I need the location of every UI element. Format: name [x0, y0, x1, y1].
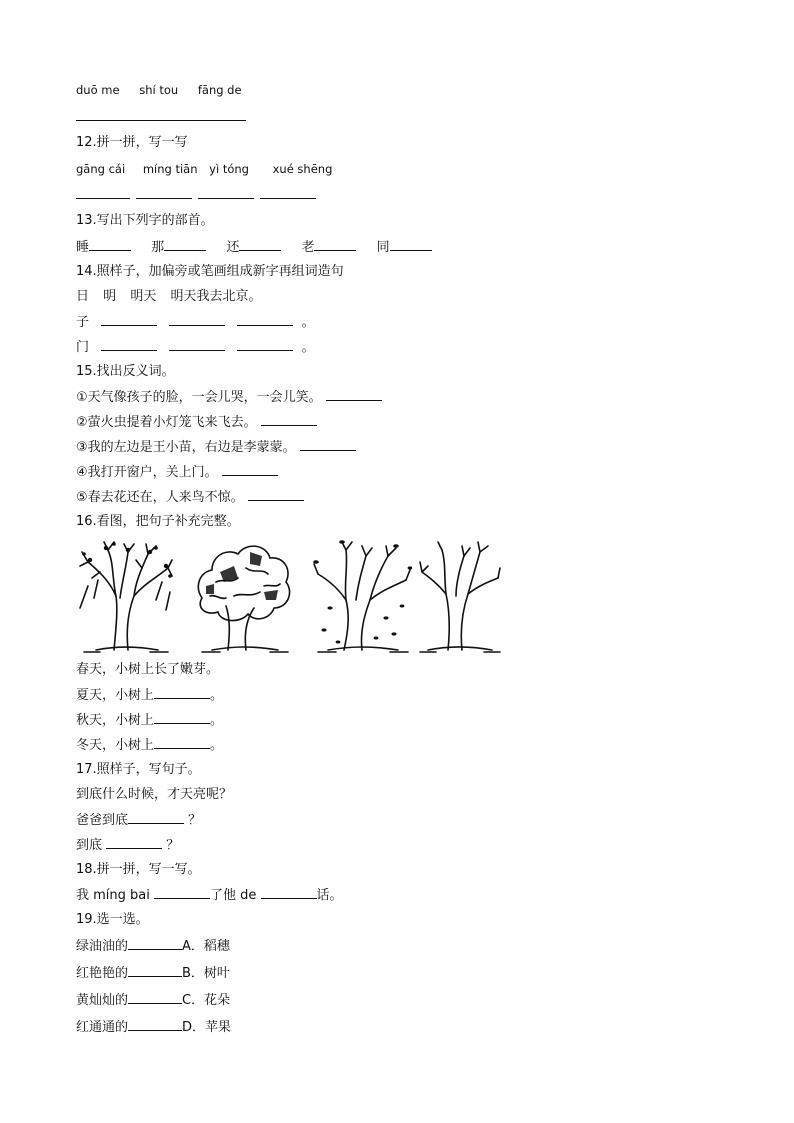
pinyin-xuesheng: xué shēng	[272, 162, 333, 176]
right-option: B．树叶	[182, 966, 230, 981]
q11-answer-blanks[interactable]	[76, 108, 246, 127]
example-new-char: 明	[103, 289, 117, 304]
q15-item-5	[76, 488, 304, 507]
pinyin-duome: duō me	[76, 83, 120, 97]
q15-item-2	[76, 413, 317, 432]
answer-blank[interactable]	[248, 488, 304, 501]
q17-example: 到底什么时候，才天亮呢？	[76, 787, 233, 802]
answer-blank[interactable]	[237, 338, 293, 351]
answer-blank[interactable]	[164, 238, 206, 251]
answer-blank[interactable]	[128, 991, 182, 1004]
q14-title: 14.照样子，加偏旁或笔画组成新字再组词造句	[76, 264, 344, 279]
q14-row-zi	[76, 313, 315, 332]
q16-summer	[76, 686, 223, 705]
answer-blank[interactable]	[190, 108, 246, 121]
char-shui: 睡	[76, 240, 90, 255]
summer-tree	[194, 538, 294, 654]
answer-blank[interactable]	[106, 836, 162, 849]
q12-pinyin-row	[76, 160, 332, 178]
q15-item-4	[76, 463, 278, 482]
q19-row-3	[76, 991, 230, 1010]
spring-tree	[76, 538, 174, 654]
answer-blank[interactable]	[101, 313, 157, 326]
pinyin-mingtian: míng tiān	[142, 162, 198, 176]
q12-answer-blanks[interactable]	[76, 186, 316, 205]
q16-autumn	[76, 711, 223, 730]
row-char: 门	[76, 340, 90, 355]
answer-blank[interactable]	[237, 313, 293, 326]
q15-item-3	[76, 438, 356, 457]
answer-blank[interactable]	[300, 438, 356, 451]
question-mark: ？	[166, 838, 180, 853]
answer-blank[interactable]	[260, 186, 316, 199]
answer-blank[interactable]	[132, 108, 190, 121]
left-option: 黄灿灿的	[76, 993, 129, 1008]
q19-row-1	[76, 937, 230, 956]
answer-blank[interactable]	[76, 186, 130, 199]
answer-blank[interactable]	[89, 238, 131, 251]
winter-label: 冬天，小树上	[76, 738, 155, 753]
pinyin-yitong: yì tóng	[209, 162, 249, 176]
answer-blank[interactable]	[154, 736, 210, 749]
item-text: ①天气像孩子的脸，一会儿哭，一会儿笑。	[76, 390, 322, 405]
q19-row-4	[76, 1018, 231, 1037]
answer-blank[interactable]	[390, 238, 432, 251]
answer-blank[interactable]	[261, 886, 317, 899]
q12-title: 12.拼一拼，写一写	[76, 135, 188, 150]
winter-tree	[418, 538, 502, 654]
answer-blank[interactable]	[198, 186, 254, 199]
item-text: ⑤春去花还在，人来鸟不惊。	[76, 490, 244, 505]
right-option: A．稻穗	[182, 939, 230, 954]
item-text: ②萤火虫提着小灯笼飞来飞去。	[76, 415, 257, 430]
right-option: C．花朵	[182, 993, 231, 1008]
right-option: D．苹果	[182, 1020, 232, 1035]
left-option: 绿油油的	[76, 939, 129, 954]
answer-blank[interactable]	[76, 108, 132, 121]
q17-line1	[76, 811, 201, 830]
answer-blank[interactable]	[261, 413, 317, 426]
q15-title: 15.找出反义词。	[76, 364, 175, 379]
answer-blank[interactable]	[128, 937, 182, 950]
q14-example	[76, 288, 261, 306]
answer-blank[interactable]	[222, 463, 278, 476]
answer-blank[interactable]	[128, 1018, 182, 1031]
q14-row-men	[76, 338, 315, 357]
example-sentence: 明天我去北京。	[170, 289, 262, 304]
pinyin-shitou: shí tou	[139, 83, 179, 97]
row-char: 子	[76, 315, 90, 330]
example-char: 日	[76, 289, 90, 304]
answer-blank[interactable]	[169, 338, 225, 351]
pinyin-fangde: fāng de	[197, 83, 242, 97]
q18-line	[76, 886, 343, 905]
answer-blank[interactable]	[128, 811, 184, 824]
answer-blank[interactable]	[154, 886, 210, 899]
answer-blank[interactable]	[326, 388, 382, 401]
q13-row	[76, 238, 432, 257]
char-na: 那	[151, 240, 165, 255]
line-prefix: 到底	[76, 838, 103, 853]
period: 。	[210, 713, 224, 728]
item-text: ③我的左边是王小苗，右边是李蒙蒙。	[76, 440, 296, 455]
period: 。	[210, 738, 224, 753]
example-word: 明天	[130, 289, 157, 304]
q18-title: 18.拼一拼，写一写。	[76, 862, 201, 877]
answer-blank[interactable]	[314, 238, 356, 251]
q16-title: 16.看图，把句子补充完整。	[76, 514, 240, 529]
question-mark: ？	[188, 813, 202, 828]
pinyin-gangcai: gāng cái	[76, 162, 126, 176]
period: 。	[301, 315, 315, 330]
part2: 了他 de	[210, 888, 257, 903]
answer-blank[interactable]	[101, 338, 157, 351]
part1: 我 míng bai	[76, 888, 150, 903]
period: 。	[210, 688, 224, 703]
summer-label: 夏天，小树上	[76, 688, 155, 703]
q19-row-2	[76, 964, 230, 983]
q11-pinyin-row	[76, 81, 242, 99]
period: 。	[301, 340, 315, 355]
line-prefix: 爸爸到底	[76, 813, 129, 828]
autumn-tree	[312, 538, 412, 654]
q16-winter	[76, 736, 223, 755]
item-text: ④我打开窗户，关上门。	[76, 465, 218, 480]
q17-line2	[76, 836, 179, 855]
answer-blank[interactable]	[239, 238, 281, 251]
left-option: 红艳艳的	[76, 966, 129, 981]
answer-blank[interactable]	[136, 186, 192, 199]
q13-title: 13.写出下列字的部首。	[76, 213, 214, 228]
q19-title: 19.选一选。	[76, 912, 149, 927]
answer-blank[interactable]	[154, 711, 210, 724]
answer-blank[interactable]	[169, 313, 225, 326]
char-hai: 还	[226, 240, 240, 255]
q15-item-1	[76, 388, 382, 407]
left-option: 红通通的	[76, 1020, 129, 1035]
autumn-label: 秋天，小树上	[76, 713, 155, 728]
part3: 话。	[316, 888, 343, 903]
answer-blank[interactable]	[128, 964, 182, 977]
q16-spring: 春天，小树上长了嫩芽。	[76, 662, 220, 677]
q17-title: 17.照样子，写句子。	[76, 762, 201, 777]
answer-blank[interactable]	[154, 686, 210, 699]
char-lao: 老	[301, 240, 315, 255]
char-tong: 同	[376, 240, 390, 255]
